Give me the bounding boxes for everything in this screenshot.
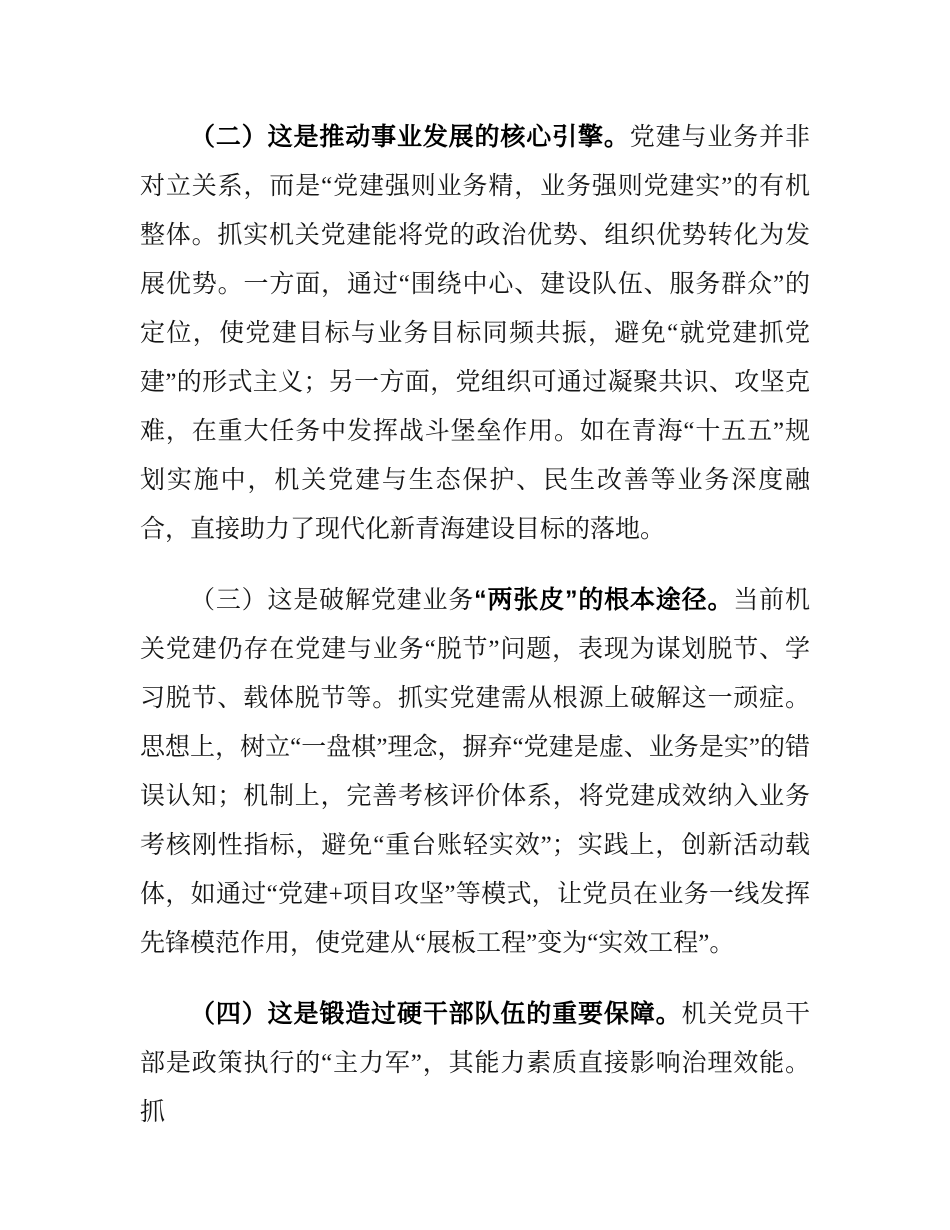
paragraph-section-2 <box>140 113 810 554</box>
paragraph-section-3-lead: （三）这是破解党建业务 <box>190 587 475 614</box>
paragraph-section-4-heading: （四）这是锻造过硬干部队伍的重要保障。 <box>190 1000 682 1028</box>
paragraph-section-3-body: 当前机关党建仍存在党建与业务“脱节”问题，表现为谋划脱节、学习脱节、载体脱节等。抓实党建需从根源上破解这一顽症。思想上，树立“一盘棋”理念，摒弃“党建是虚、业务是实”的错误认知；机制上，完善考核评价体系，将党建成效纳入业务考核刚性指标，避免“重台账轻实效”；实践上，创新活动载体，如通过“党建+项目攻坚”等模式，让党员在业务一线发挥先锋模范作用，使党建从“展板工程”变为“实效工程”。 <box>140 587 810 957</box>
paragraph-section-4 <box>140 990 810 1137</box>
paragraph-section-4-body: 机关党员干部是政策执行的“主力军”，其能力素质直接影响治理效能。抓 <box>140 1001 810 1126</box>
paragraph-section-3 <box>140 576 810 968</box>
paragraph-section-2-body: 党建与业务并非对立关系，而是“党建强则业务精，业务强则党建实”的有机整体。抓实机关党建能将党的政治优势、组织优势转化为发展优势。一方面，通过“围绕中心、建设队伍、服务群众”的定位，使党建目标与业务目标同频共振，避免“就党建抓党建”的形式主义；另一方面，党组织可通过凝聚共识、攻坚克难，在重大任务中发挥战斗堡垒作用。如在青海“十五五”规划实施中，机关党建与生态保护、民生改善等业务深度融合，直接助力了现代化新青海建设目标的落地。 <box>140 124 810 543</box>
paragraph-section-3-heading: “两张皮”的根本途径。 <box>474 586 734 614</box>
paragraph-section-2-heading: （二）这是推动事业发展的核心引擎。 <box>190 123 630 151</box>
